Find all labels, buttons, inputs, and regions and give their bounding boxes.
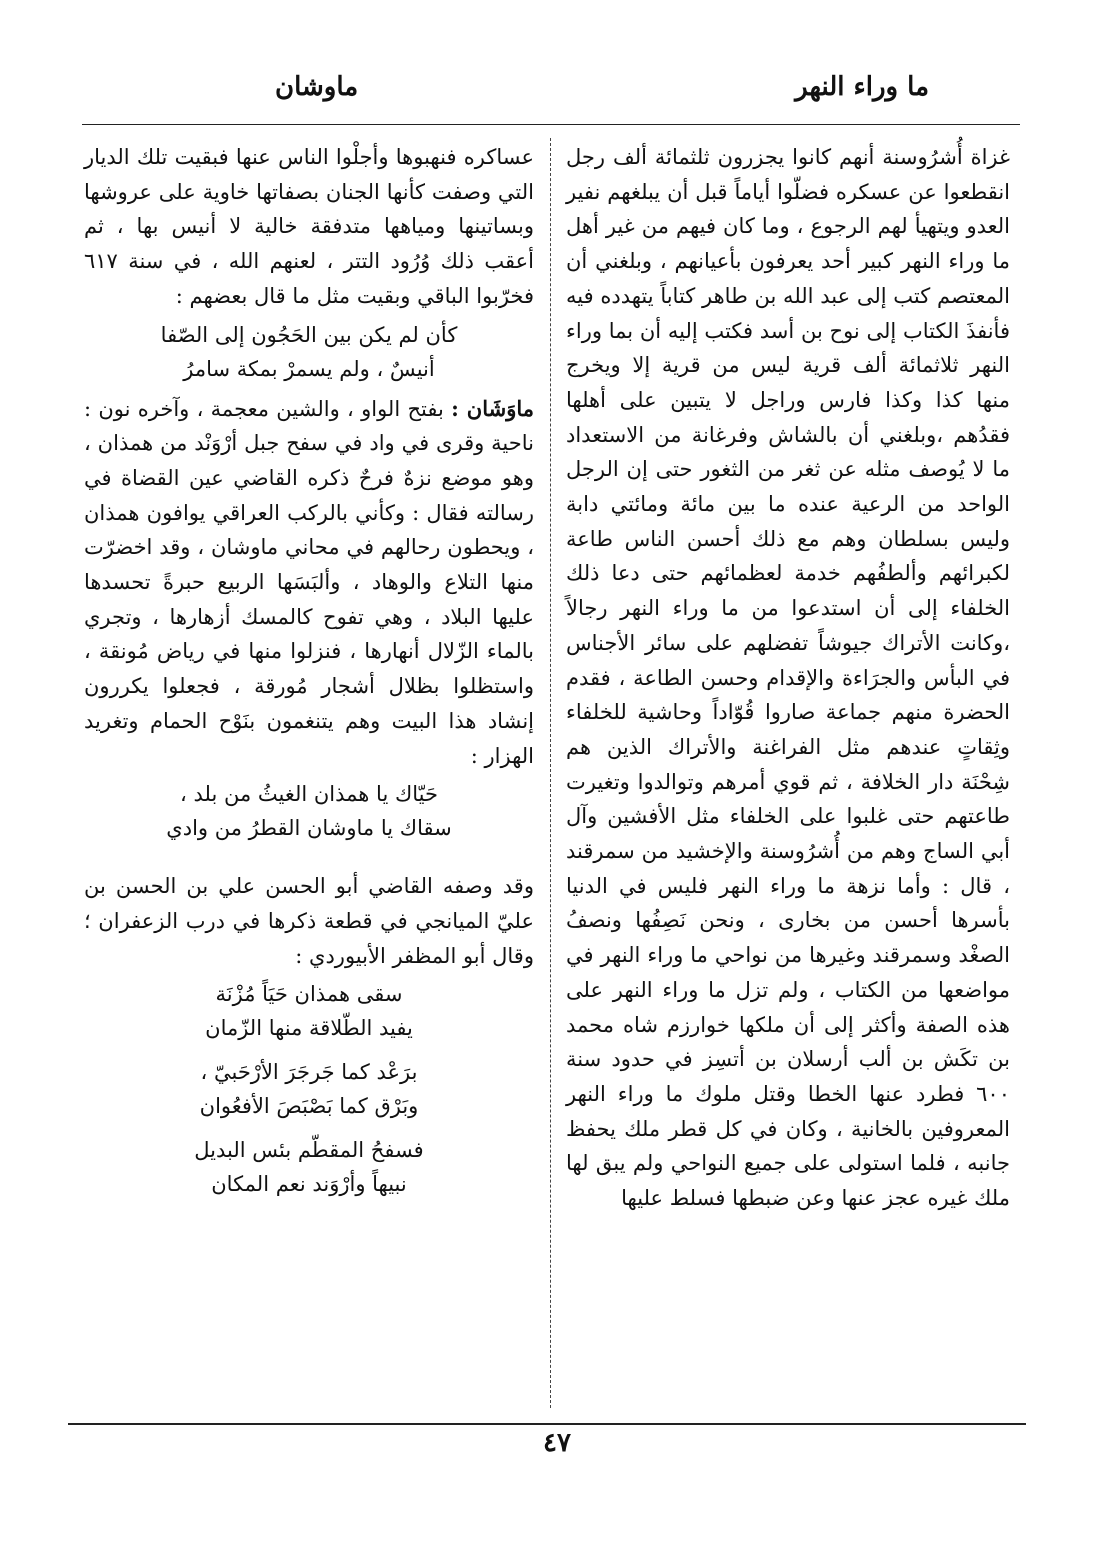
verse-line: سقاك يا ماوشان القطرُ من وادي <box>166 816 452 841</box>
verse-line: يفيد الطّلاقة منها الزّمان <box>205 1016 413 1041</box>
verse-block-3 <box>84 977 534 1201</box>
verse-line: سقى همذان حَيَاً مُزْنَة <box>215 982 403 1007</box>
right-column-text: غزاة أُشرُوسنة أنهم كانوا يجزرون ثلثمائة ألف رجل انقطعوا عن عسكره فضلّوا أياماً قبل أن يبلغهم نفير العدو ويتهيأ لهم الرجوع ، وما كان فيهم من غير أهل ما وراء النهر كبير أحد يعرفون بأعيانهم ، وبلغني أن المعتصم كتب إلى عبد الله بن طاهر كتاباً يتهدده فيه فأنفذَ الكتاب إلى نوح بن أسد فكتب إليه أن بما وراء النهر ثلاثمائة ألف قرية ليس من قرية إلا ويخرج منها كذا وكذا فارس وراجل لا يتبين على أهلها فقدُهم ،وبلغني أن بالشاش وفرغانة من الاستعداد ما لا يُوصف مثله عن ثغر من الثغور حتى إن الرجل الواحد من الرعية عنده ما بين مائة ومائتي دابة وليس بسلطان وهم مع ذلك أحسن الناس طاعة لكبرائهم وألطفُهم خدمة لعظمائهم حتى دعا ذلك الخلفاء إلى أن استدعوا من ما وراء النهر رجالاً ،وكانت الأتراك جيوشاً تفضلهم على سائر الأجناس في البأس والجرَاءة والإقدام وحسن الطاعة ، فقدم الحضرة منهم جماعة صاروا قُوّاداً وحاشية للخلفاء وثِقاتٍ عندهم مثل الفراغنة والأتراك الذين هم شِحْنَة دار الخلافة ، ثم قوي أمرهم وتوالدوا وتغيرت طاعتهم حتى غلبوا على الخلفاء مثل الأفشين وآل أبي الساج وهم من أُشرُوسنة والإخشيد من سمرقند ، قال : وأما نزهة ما وراء النهر فليس في الدنيا بأسرها أحسن من بخارى ، ونحن نَصِفُها ونصفُ الصغْد وسمرقند وغيرها من نواحي ما وراء النهر في مواضعها من الكتاب ، ولم تزل ما وراء النهر على هذه الصفة وأكثر إلى أن ملكها خوارزم شاه محمد بن تكَش بن ألب أرسلان بن أتسِز في حدود سنة ٦٠٠ فطرد عنها الخطا وقتل ملوك ما وراء النهر المعروفين بالخانية ، وكان في كل قطر ملك يحفظ جانبه ، فلما استولى على جميع النواحي ولم يبق لها ملك غيره عجز عنها وعن ضبطها فسلط عليها <box>566 145 1010 1211</box>
running-title-left: ماوشان <box>275 72 359 102</box>
verse-line: حَيّاك يا همذان الغيثُ من بلد ، <box>180 782 438 807</box>
verse-block-2 <box>84 777 534 845</box>
verse-line: كأن لم يكن بين الحَجُون إلى الصّفا <box>160 322 458 347</box>
verse-line: برَعْد كما جَرجَرَ الأرْحَبيّ ، <box>200 1060 418 1085</box>
paragraph-closing: وقد وصفه القاضي أبو الحسن علي بن الحسن بن عليّ الميانجي في قطعة ذكرها في درب الزعفران ؛ وقال أبو المظفر الأبيوردي : <box>84 874 534 968</box>
left-column <box>84 140 534 1207</box>
right-column <box>566 140 1010 1216</box>
verse-line: فسفحُ المقطّم بئس البديل <box>194 1138 424 1163</box>
page-number: ٤٧ <box>543 1428 571 1458</box>
paragraph-opening: عساكره فنهبوها وأجلْوا الناس عنها فبقيت تلك الديار التي وصفت كأنها الجنان بصفاتها خاوية على عروشها وبساتينها ومياهها متدفقة خالية لا أنيس بها ، ثم أعقب ذلك وُرُود التتر ، لعنهم الله ، في سنة ٦١٧ فخرّبوا الباقي وبقيت مثل ما قال بعضهم : <box>84 145 534 308</box>
entry-mawshan <box>84 392 534 774</box>
entry-headword: ماوَشَان : <box>451 395 534 421</box>
entry-body: بفتح الواو ، والشين معجمة ، وآخره نون : ناحية وقرى في واد في سفح جبل أرْوَنْد من همذان ، وهو موضع نزهٌ فرحٌ ذكره القاضي عين القضاة في رسالته فقال : وكأني بالركب العراقي يوافون همذان ، ويحطون رحالهم في محاني ماوشان ، وقد اخضرّت منها التلاع والوهاد ، وألبَسَها الربيع حبرةً تحسدها عليها البلاد ، وهي تفوح كالمسك أزهارها ، وتجري بالماء الزّلال أنهارها ، فنزلوا منها في رياض مُونقة ، واستظلوا بظلال أشجار مُورقة ، فجعلوا يكررون إنشاد هذا البيت وهم يتنغمون بنَوْح الحمام وتغريد الهزار : <box>84 396 534 768</box>
column-divider <box>550 138 551 1408</box>
verse-line: أنيسٌ ، ولم يسمرْ بمكة سامرُ <box>183 356 435 381</box>
verse-block-1 <box>84 318 534 386</box>
spacer <box>84 851 534 869</box>
running-header <box>90 72 1024 112</box>
verse-line: نبيهاً وأرْوَند نعم المكان <box>211 1172 407 1197</box>
footer-rule <box>68 1423 1026 1425</box>
spacer <box>84 1123 534 1133</box>
spacer <box>84 1045 534 1055</box>
running-title-right: ما وراء النهر <box>795 72 929 102</box>
header-rule <box>82 124 1020 125</box>
verse-line: وبَرْق كما بَصْبَصَ الأفعُوان <box>199 1094 419 1119</box>
